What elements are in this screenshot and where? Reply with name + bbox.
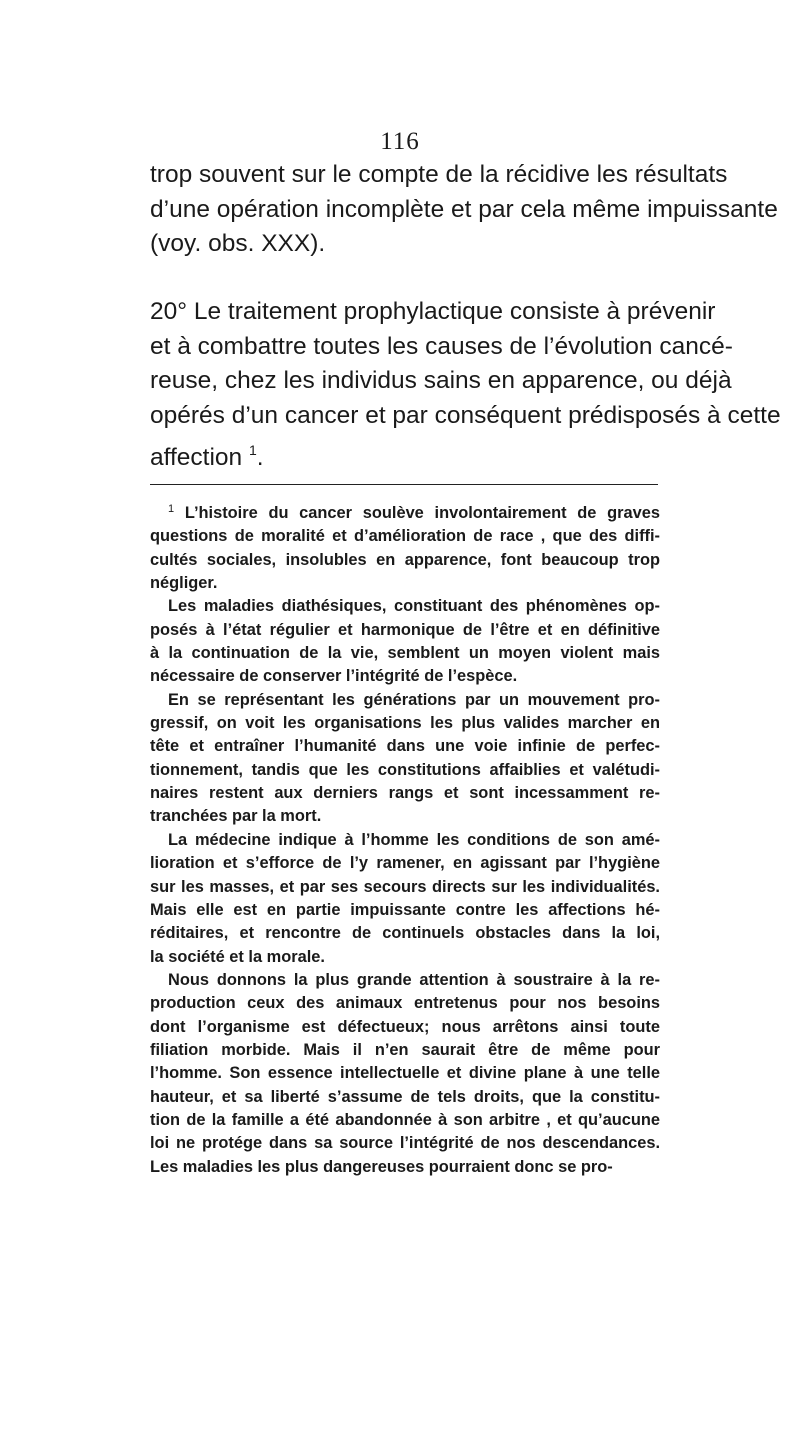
text-line: dont l’organisme est défectueux; nous arrêtons ainsi toute bbox=[150, 1017, 660, 1036]
continuation-paragraph bbox=[150, 158, 778, 262]
text-line: gressif, on voit les organisations les plus valides marcher en bbox=[150, 714, 660, 733]
footnote-paragraph bbox=[150, 595, 660, 688]
text-line: filiation morbide. Mais il n’en saurait être de même pour bbox=[150, 1040, 660, 1059]
text-line: opérés d’un cancer et par conséquent prédisposés à cette bbox=[150, 401, 781, 429]
text-line: posés à l’état régulier et harmonique de l’être et en définitive bbox=[150, 620, 660, 639]
text-line: réditaires, et rencontre de continuels obstacles dans la loi, bbox=[150, 924, 660, 943]
text-line: hauteur, et sa liberté s’assume de tels droits, que la constitu- bbox=[150, 1087, 660, 1106]
text-line: La médecine indique à l’homme les conditions de son amé- bbox=[168, 830, 660, 849]
text-line: cultés sociales, insolubles en apparence, font beaucoup trop bbox=[150, 550, 660, 569]
text-line: Mais elle est en partie impuissante contre les affections hé- bbox=[150, 900, 660, 919]
text-line-final bbox=[150, 433, 660, 476]
text-fragment: . bbox=[256, 444, 264, 471]
paragraph-20 bbox=[150, 295, 781, 476]
footnote-block bbox=[150, 498, 660, 1179]
text-line: et à combattre toutes les causes de l’évolution cancé- bbox=[150, 332, 733, 360]
text-line: lioration et s’efforce de l’y ramener, en agissant par l’hygiène bbox=[150, 854, 660, 873]
footnote-separator bbox=[150, 484, 658, 485]
text-line: négliger. bbox=[150, 574, 218, 593]
footnote-paragraph bbox=[150, 829, 660, 969]
text-line: d’une opération incomplète et par cela même impuissante bbox=[150, 195, 778, 223]
text-line bbox=[150, 498, 660, 525]
text-line: tête et entraîner l’humanité dans une voie infinie de perfec- bbox=[150, 737, 660, 756]
page-number: 116 bbox=[380, 128, 420, 155]
text-line: à la continuation de la vie, semblent un moyen violent mais bbox=[150, 644, 660, 663]
footnote-marker: 1 bbox=[168, 503, 175, 515]
text-line: 20° Le traitement prophylactique consiste à prévenir bbox=[150, 298, 716, 325]
text-line: sur les masses, et par ses secours directs sur les individualités. bbox=[150, 877, 660, 896]
text-line: Les maladies les plus dangereuses pourraient donc se pro- bbox=[150, 1157, 613, 1176]
text-line: questions de moralité et d’amélioration de race , que des diffi- bbox=[150, 527, 660, 546]
text-line: production ceux des animaux entretenus pour nos besoins bbox=[150, 994, 660, 1013]
text-line: la société et la morale. bbox=[150, 947, 325, 966]
footnote-paragraph bbox=[150, 498, 660, 595]
footnote-reference[interactable]: 1 bbox=[249, 442, 257, 458]
text-line: loi ne protége dans sa source l’intégrité de nos descendances. bbox=[150, 1134, 660, 1153]
text-fragment: L’histoire du cancer soulève involontairement de graves bbox=[184, 504, 661, 522]
text-line: tion de la famille a été abandonnée à son arbitre , et qu’aucune bbox=[150, 1110, 660, 1129]
text-line: En se représentant les générations par un mouvement pro- bbox=[168, 690, 660, 709]
text-line: l’homme. Son essence intellectuelle et divine plane à une telle bbox=[150, 1064, 660, 1083]
footnote-paragraph bbox=[150, 689, 660, 829]
text-line: tranchées par la mort. bbox=[150, 807, 322, 826]
text-line: Nous donnons la plus grande attention à soustraire à la re- bbox=[168, 970, 660, 989]
text-line: Les maladies diathésiques, constituant des phénomènes op- bbox=[168, 597, 660, 616]
text-line: naires restent aux derniers rangs et sont incessamment re- bbox=[150, 784, 660, 803]
text-line: nécessaire de conserver l’intégrité de l’espèce. bbox=[150, 667, 518, 686]
text-line: (voy. obs. XXX). bbox=[150, 230, 326, 257]
text-line: tionnement, tandis que les constitutions affaiblies et valétudi- bbox=[150, 760, 660, 779]
text-fragment: affection bbox=[150, 444, 243, 471]
footnote-paragraph bbox=[150, 969, 660, 1179]
text-line: trop souvent sur le compte de la récidive les résultats bbox=[150, 161, 728, 188]
text-line: reuse, chez les individus sains en apparence, ou déjà bbox=[150, 367, 732, 394]
